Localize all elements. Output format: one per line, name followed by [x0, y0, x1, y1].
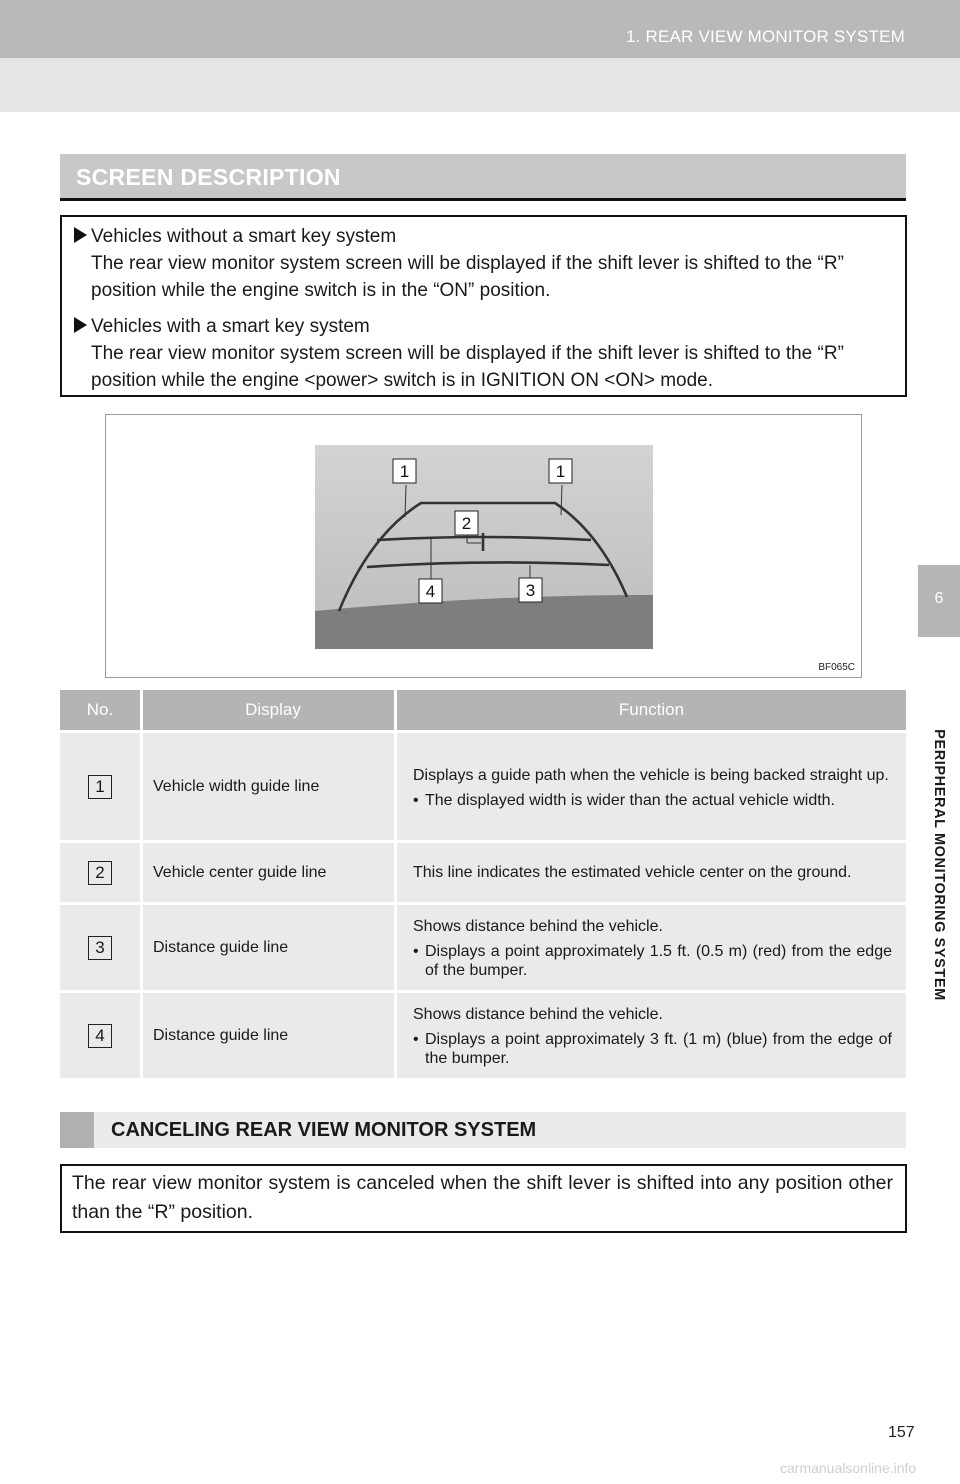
function-subpoint: Displays a point approximately 1.5 ft. (0.5 m) (red) from the edge of the bumper. — [425, 943, 892, 979]
chapter-title: 1. REAR VIEW MONITOR SYSTEM — [625, 27, 905, 46]
note-without-smart-key — [74, 223, 900, 304]
note-heading: Vehicles without a smart key system — [91, 226, 397, 247]
monitor-screen-illustration — [315, 445, 653, 649]
section-heading-screen-description — [60, 154, 906, 201]
callout-4: 4 — [425, 582, 436, 601]
figure-id: BF065C — [818, 662, 855, 673]
note-with-smart-key — [74, 313, 900, 394]
row-function: Displays a guide path when the vehicle is being backed straight up. • The displayed width is wider than the actual vehicle width. — [396, 732, 907, 842]
note-body: The rear view monitor system screen will be displayed if the shift lever is shifted to the “R” position while the engine switch is in the “ON” position. — [91, 253, 844, 301]
function-text: Displays a guide path when the vehicle is being backed straight up. — [413, 766, 889, 784]
callout-3: 3 — [525, 581, 536, 600]
rear-view-monitor-figure — [105, 414, 862, 678]
section-heading-text: CANCELING REAR VIEW MONITOR SYSTEM — [111, 1119, 537, 1141]
table-header-row — [60, 690, 906, 732]
triangle-bullet-icon — [74, 317, 87, 333]
note-heading: Vehicles with a smart key system — [91, 316, 370, 337]
callout-1-right: 1 — [555, 462, 566, 481]
function-subpoint: Displays a point approximately 3 ft. (1 m) (blue) from the edge of the bumper. — [425, 1031, 892, 1067]
function-text: This line indicates the estimated vehicle center on the ground. — [413, 863, 852, 881]
table-row — [60, 732, 906, 842]
table-row — [60, 842, 906, 904]
row-number-box: 1 — [88, 775, 112, 799]
guide-line-function-table — [60, 690, 906, 1078]
table-row — [60, 992, 906, 1079]
section-heading-text: SCREEN DESCRIPTION — [76, 164, 341, 190]
row-display: Vehicle width guide line — [142, 732, 396, 842]
watermark-text: carmanualsonline.info — [780, 1460, 917, 1476]
section-marker-bar — [60, 1112, 94, 1148]
row-number-box: 2 — [88, 861, 112, 885]
callout-2: 2 — [461, 514, 472, 533]
row-display: Distance guide line — [142, 904, 396, 992]
row-function: Shows distance behind the vehicle. • Displays a point approximately 3 ft. (1 m) (blue) from the edge of the bumper. — [396, 992, 907, 1079]
column-header-no: No. — [60, 690, 142, 732]
canceling-description-box: The rear view monitor system is canceled when the shift lever is shifted into any position other than the “R” position. — [60, 1164, 907, 1233]
row-display: Distance guide line — [142, 992, 396, 1079]
function-subpoint: The displayed width is wider than the actual vehicle width. — [425, 791, 835, 809]
function-text: Shows distance behind the vehicle. — [413, 1006, 663, 1023]
note-body: The rear view monitor system screen will be displayed if the shift lever is shifted to the “R” position while the engine <power> switch is in IGNITION ON <ON> mode. — [91, 343, 844, 391]
row-display: Vehicle center guide line — [142, 842, 396, 904]
function-text: Shows distance behind the vehicle. — [413, 918, 663, 935]
table-row — [60, 904, 906, 992]
chapter-side-label: PERIPHERAL MONITORING SYSTEM — [931, 729, 947, 1001]
column-header-function: Function — [396, 690, 907, 732]
page-number: 157 — [888, 1424, 915, 1441]
page-header-band — [0, 58, 960, 112]
row-function — [396, 842, 907, 904]
section-heading-canceling — [60, 1112, 906, 1148]
triangle-bullet-icon — [74, 227, 87, 243]
vehicle-notes-box — [60, 215, 907, 397]
row-function: Shows distance behind the vehicle. • Displays a point approximately 1.5 ft. (0.5 m) (red) from the edge of the bumper. — [396, 904, 907, 992]
callout-1-left: 1 — [399, 462, 410, 481]
row-number-box: 4 — [88, 1024, 112, 1048]
chapter-tab-number: 6 — [934, 590, 944, 607]
column-header-display: Display — [142, 690, 396, 732]
row-number-box: 3 — [88, 936, 112, 960]
